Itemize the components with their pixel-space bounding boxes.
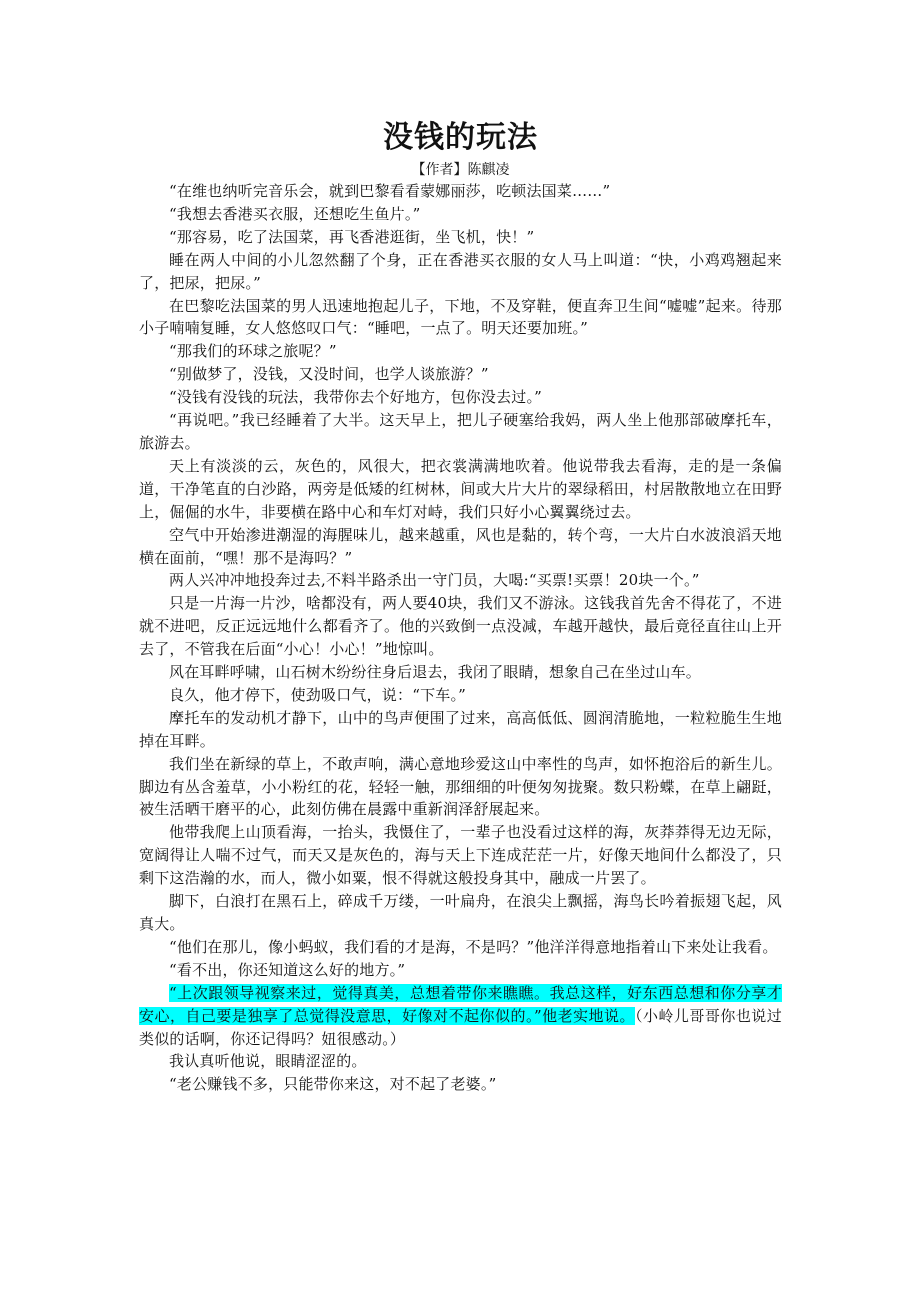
- paragraph: “那我们的环球之旅呢？”: [169, 342, 337, 361]
- annotation-text: （小岭儿哥哥你也说过类似的话啊，你还记得吗？妞很感动。）: [139, 1006, 782, 1048]
- paragraph: 两人兴冲冲地投奔过去,不料半路杀出一守门员，大喝:“买票!买票！20块一个。”: [169, 571, 700, 590]
- paragraph: 我们坐在新绿的草上，不敢声响，满心意地珍爱这山中率性的鸟声，如怀抱浴后的新生儿。脚边有丛含羞草，小小粉红的花，轻轻一触，那细细的叶便匆匆拢聚。数只粉蝶，在草上翩跹，被生活晒干磨平的心，此刻仿佛在晨露中重新润泽舒展起来。: [139, 754, 782, 819]
- paragraph: 睡在两人中间的小儿忽然翻了个身，正在香港买衣服的女人马上叫道：“快，小鸡鸡翘起来了，把尿，把尿。”: [139, 250, 782, 292]
- paragraph: “老公赚钱不多，只能带你来这，对不起了老婆。”: [169, 1075, 497, 1094]
- paragraph: “再说吧。”我已经睡着了大半。这天早上，把儿子硬塞给我妈，两人坐上他那部破摩托车，旅游去。: [139, 411, 782, 452]
- article-body: [139, 180, 782, 1096]
- article-author: 【作者】陈麒凌: [411, 162, 510, 178]
- article-title: 没钱的玩法: [383, 120, 538, 155]
- paragraph: “看不出，你还知道这么好的地方。”: [169, 960, 406, 979]
- highlighted-paragraph: [139, 982, 782, 1051]
- paragraph: “我想去香港买衣服，还想吃生鱼片。”: [169, 204, 421, 223]
- paragraph: “在维也纳听完音乐会，就到巴黎看看蒙娜丽莎，吃顿法国菜……”: [169, 182, 611, 200]
- paragraph: “那容易，吃了法国菜，再飞香港逛街，坐飞机，快！”: [169, 227, 535, 246]
- document-page: [139, 118, 782, 1096]
- paragraph: 空气中开始渗进潮湿的海腥味儿，越来越重，风也是黏的，转个弯，一大片白水波浪滔天地横在面前，“嘿！那不是海吗？”: [139, 525, 782, 567]
- paragraph: 只是一片海一片沙，啥都没有，两人要40块，我们又不游泳。这钱我首先舍不得花了，不进就不进吧，反正远远地什么都看齐了。他的兴致倒一点没减，车越开越快，最后竟径直往山上开去了，不管我在后面“小心！小心！”地惊叫。: [139, 594, 782, 659]
- paragraph: 在巴黎吃法国菜的男人迅速地抱起儿子，下地，不及穿鞋，便直奔卫生间“嘘嘘”起来。待那小子喃喃复睡，女人悠悠叹口气：“睡吧，一点了。明天还要加班。”: [139, 296, 782, 338]
- paragraph: “他们在那儿，像小蚂蚁，我们看的才是海，不是吗？”他洋洋得意地指着山下来处让我看。: [169, 937, 778, 956]
- highlighted-text: “上次跟领导视察来过，觉得真美，总想着带你来瞧瞧。我总这样，好东西总想和你分享才安心，自己要是独享了总觉得没意思，好像对不起你似的。”他老实地说。: [139, 983, 782, 1025]
- paragraph: 摩托车的发动机才静下，山中的鸟声便围了过来，高高低低、圆润清脆地，一粒粒脆生生地掉在耳畔。: [139, 708, 782, 750]
- paragraph: 他带我爬上山顶看海，一抬头，我慑住了，一辈子也没看过这样的海，灰莽莽得无边无际，宽阔得让人喘不过气，而天又是灰色的，海与天上下连成茫茫一片，好像天地间什么都没了，只剩下这浩瀚的水，而人，微小如粟，恨不得就这般投身其中，融成一片罢了。: [139, 823, 782, 888]
- paragraph: 脚下，白浪打在黑石上，碎成千万缕，一叶扁舟，在浪尖上飘摇，海鸟长吟着振翅飞起，风真大。: [139, 892, 782, 933]
- paragraph: “没钱有没钱的玩法，我带你去个好地方，包你没去过。”: [169, 388, 543, 407]
- paragraph: 我认真听他说，眼睛涩涩的。: [169, 1052, 367, 1071]
- paragraph: 天上有淡淡的云，灰色的，风很大，把衣裳满满地吹着。他说带我去看海，走的是一条偏道，干净笔直的白沙路，两旁是低矮的红树林，间或大片大片的翠绿稻田，村居散散地立在田野上，倔倔的水牛，非要横在路中心和车灯对峙，我们只好小心翼翼绕过去。: [139, 456, 782, 521]
- paragraph: “别做梦了，没钱，又没时间，也学人谈旅游？”: [169, 365, 489, 384]
- paragraph: 良久，他才停下，使劲吸口气，说：“下车。”: [169, 685, 467, 704]
- paragraph: 风在耳畔呼啸，山石树木纷纷往身后退去，我闭了眼睛，想象自己在坐过山车。: [169, 663, 702, 682]
